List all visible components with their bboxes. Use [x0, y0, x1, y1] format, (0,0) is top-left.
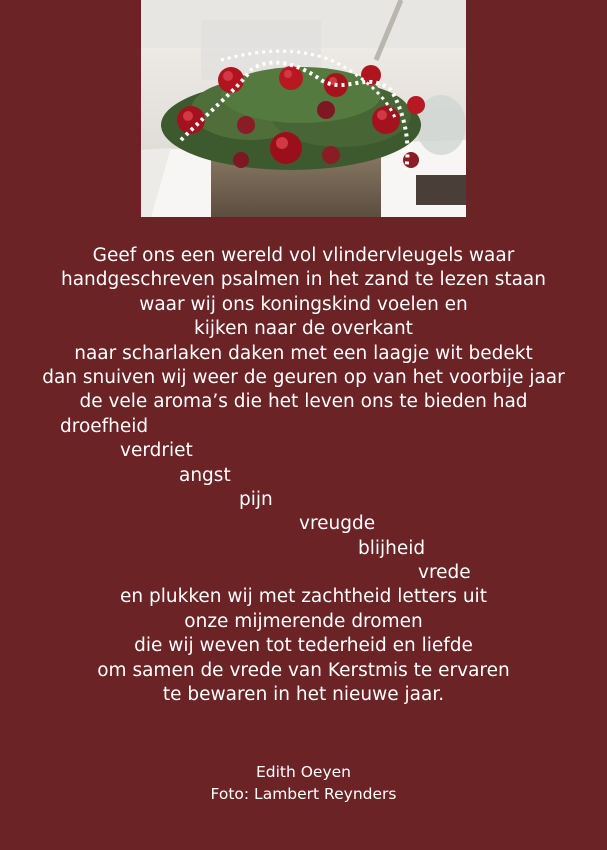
- poem-line: dan snuiven wij weer de geuren op van het voorbije jaar: [42, 366, 565, 388]
- poem-line: die wij weven tot tederheid en liefde: [134, 635, 473, 657]
- poem-line: om samen de vrede van Kerstmis te ervaren: [97, 659, 510, 681]
- poem-line: en plukken wij met zachtheid letters uit: [120, 586, 487, 608]
- poem-line: onze mijmerende dromen: [184, 610, 423, 632]
- poem-stair-word: vrede: [418, 562, 471, 584]
- poem-stair-word: verdriet: [120, 440, 193, 462]
- author-name: Edith Oeyen: [255, 763, 352, 781]
- christmas-rose-arrangement-photo: [141, 0, 466, 217]
- poem-line: de vele aroma’s die het leven ons te bieden had: [79, 391, 528, 413]
- poem: [0, 244, 607, 707]
- poem-line: te bewaren in het nieuwe jaar.: [162, 684, 445, 706]
- poem-line: Geef ons een wereld vol vlindervleugels waar: [92, 245, 515, 266]
- poem-stair-word: pijn: [239, 488, 273, 510]
- credits: [0, 762, 607, 805]
- photo-credit: Foto: Lambert Reynders: [210, 784, 397, 803]
- poem-stair-word: blijheid: [358, 537, 426, 559]
- poem-line: waar wij ons koningskind voelen en: [139, 293, 468, 315]
- poem-stair-word: droefheid: [60, 415, 149, 437]
- poem-line: handgeschreven psalmen in het zand te lezen staan: [61, 269, 546, 291]
- poem-line: kijken naar de overkant: [194, 318, 413, 340]
- poem-line: naar scharlaken daken met een laagje wit bedekt: [74, 342, 533, 364]
- poem-stair-word: vreugde: [299, 513, 376, 535]
- poem-stair-word: angst: [179, 464, 231, 486]
